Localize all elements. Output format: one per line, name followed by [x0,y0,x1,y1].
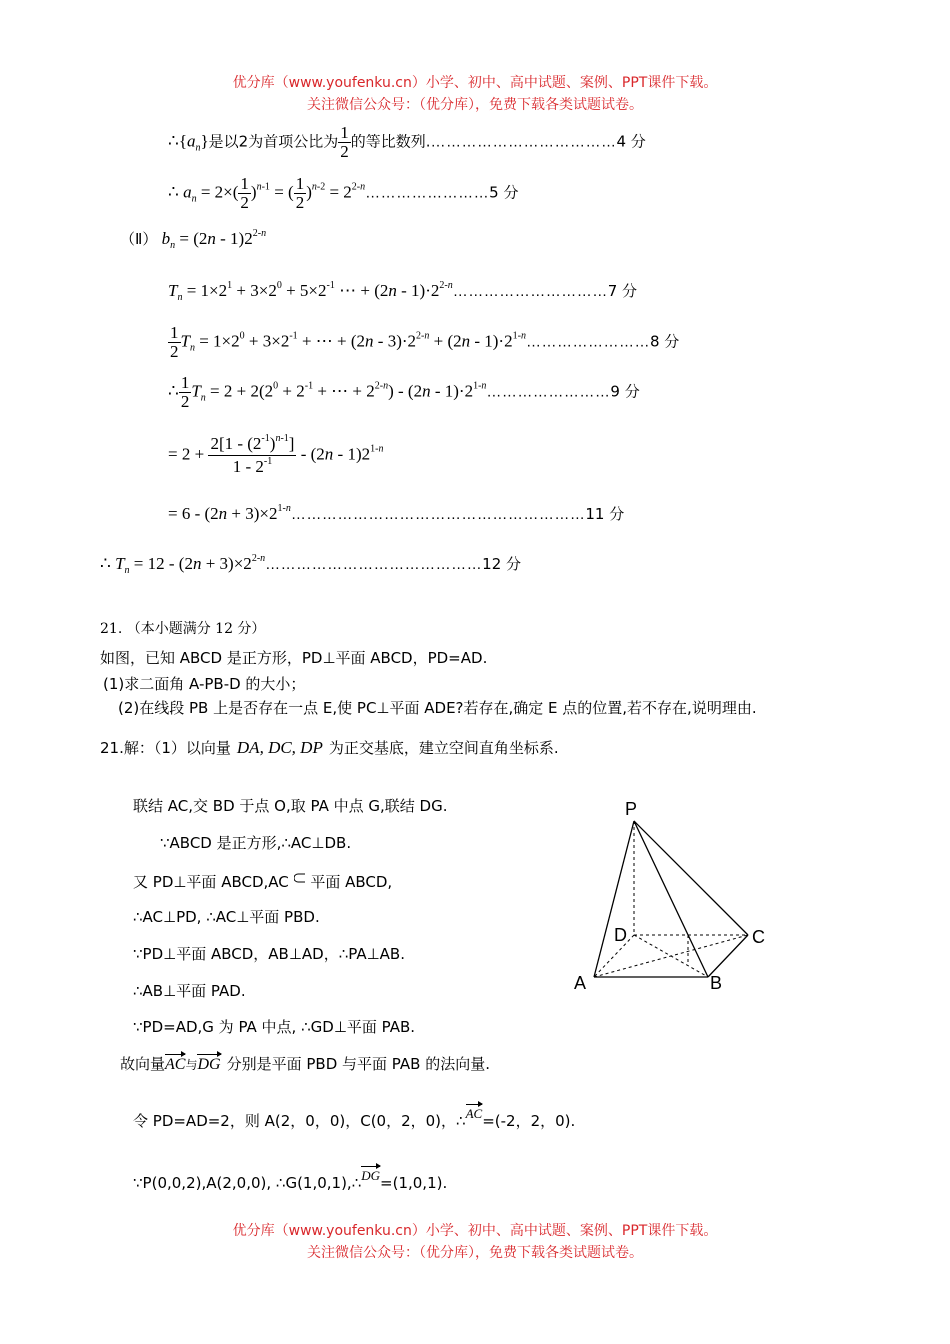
solution-step-3 [133,869,392,892]
header-line-2: 关注微信公众号：（优分库），免费下载各类试题试卷。 [307,97,643,113]
solution-step-10 [133,1168,447,1192]
step-9-a: 令 PD=AD=2，则 A(2，0，0)，C(0，2，0)，∴ [133,1112,466,1130]
edge-PC [634,821,748,935]
step-8-a: 故向量 [120,1055,166,1073]
footer-line-1: 优分库（www.youfenku.cn）小学、初中、高中试题、案例、PPT课件下载。 [232,1223,718,1239]
step-10-a: ∵P(0,0,2),A(2,0,0), ∴G(1,0,1),∴ [133,1174,362,1192]
header-line-1: 优分库（www.youfenku.cn）小学、初中、高中试题、案例、PPT课件下载。 [232,75,718,91]
geometric-text: 是以2为首项公比为 [208,132,339,151]
line-result: ∴ $T_n = 12 - (2n$ + $3)\times 2^{2-n}\dots\dots\dots\dots\dots\dots\dots\dots\dots\dots\dots\dots\dots\dots 12$ 分 [100,553,522,576]
mark-5: 5 分 [489,183,519,202]
line-tn: $T_n = 1\times 2^1 + 3\times 2^0 + 5\times 2^{-1}$ ⋯ + $(2n - 1)\cdot 2^{2-n}\dots\dots\dots\dots\dots\dots\dots\dots\dots\dots 7$ 分 [168,280,638,303]
label-B: B [710,973,723,993]
edge-BC [708,935,748,977]
label-C: C [752,927,765,947]
solution-intro-a: 21.解：（1）以向量 [100,739,231,757]
mark-7: 7 分 [607,282,638,300]
line-simplify: = $6 - (2n + 3)\times 2^{1-n}\dots\dots\dots\dots\dots\dots\dots\dots\dots\dots\dots\dots\dots\dots\dots\dots\dots\dots\dots 11$ 分 [168,503,625,523]
part-2-label: （Ⅱ） [120,230,158,248]
basis-vectors: DA, DC, DP [236,738,323,757]
step-8-b: 分别是平面 PBD 与平面 PAB 的法向量. [226,1055,490,1073]
solution-step-5: ∵PD⊥平面 ABCD，AB⊥AD，∴PA⊥AB. [133,945,405,963]
label-P: P [625,799,638,819]
geometric-tail: 的等比数列. [350,132,431,151]
mark-8: 8 分 [649,332,680,351]
line-geometric: $\therefore\{a_n\}$是以2为首项公比为 $\frac{1}{2}$ 的等比数列.………………………………4 分 [168,123,646,161]
vector-ac: AC [165,1056,186,1073]
problem-21-statement: 如图，已知 ABCD 是正方形，PD⊥平面 ABCD，PD=AD. [100,649,488,667]
line-half-tn: $\frac{1}{2}$ $T_n = 1\times 2^0 + 3\times 2^{-1}$ + ⋯ + $(2n - 3)\cdot 2^{2-n} + (2n$ - $1)\cdot 2^{1-n}\dots\dots\dots\dots\dots\dots\dots\dots 8$ 分 [170,323,680,361]
footer-line-2: 关注微信公众号：（优分库），免费下载各类试题试卷。 [307,1245,643,1261]
solution-step-2: ∵ABCD 是正方形,∴AC⊥DB. [160,834,352,852]
solution-step-6: ∴AB⊥平面 PAD. [133,982,246,1000]
line-subtract: ∴ $\frac{1}{2}$ $T_n = 2 + 2(2^0 + 2^{-1}$ + ⋯ + $2^{2-n}) - (2n$ - $1)\cdot 2^{1-n}\dots\dots\dots\dots\dots\dots\dots\dots 9$ 分 [168,373,640,411]
mark-11: 11 分 [585,505,625,523]
step-8-mid: 与 [185,1058,198,1072]
step-3-a: 又 PD⊥平面 ABCD,AC [133,873,289,891]
step-10-b: =(1,0,1). [380,1174,448,1192]
vector-ac-2: AC [465,1106,483,1121]
problem-21-q1: (1)求二面角 A-PB-D 的大小； [103,675,306,693]
vector-dg: DG [197,1056,221,1073]
step-9-b: =(-2，2，0). [482,1112,576,1130]
solution-step-9 [133,1106,575,1131]
line-bn: （Ⅱ） $b_n = (2n - 1)2^{2-n}$ [120,228,267,251]
problem-21-q2: (2)在线段 PB 上是否存在一点 E,使 PC⊥平面 ADE?若存在,确定 E 点的位置,若不存在,说明理由. [118,699,757,717]
step-3-b: 平面 ABCD, [310,873,393,891]
mark-12: 12 分 [482,555,522,573]
pyramid-figure [570,795,780,1000]
mark-4: 4 分 [616,132,646,151]
problem-21-title: 21. （本小题满分 12 分） [100,621,266,637]
subset-symbol [294,869,306,887]
solution-step-7: ∵PD=AD,G 为 PA 中点, ∴GD⊥平面 PAB. [133,1018,416,1036]
line-an: ∴ $a_n = 2\times$( $\frac{1}{2}$ )$^{n-1}$ = ( $\frac{1}{2}$ )$^{n-2} = 2^{2-n}\dots\dots\dots\dots\dots\dots\dots\dots 5$ 分 [168,174,519,212]
edge-PB [634,821,708,977]
solution-step-8 [120,1053,490,1074]
solution-intro-b: 为正交基底，建立空间直角坐标系. [328,739,559,757]
edge-PA [594,821,634,977]
footer-watermark [0,1220,950,1264]
header-watermark [0,72,950,116]
fraction-half: $\frac{1}{2}$ [340,123,349,161]
label-D: D [614,925,627,945]
line-sum-fraction: = 2 + $\frac{2[1 - (2^{-1})^{n-1}]}{1 - 2^{-1}}$ - (2n - 1)2$^{1-n}$ [168,433,384,476]
solution-step-4: ∴AC⊥PD, ∴AC⊥平面 PBD. [133,908,320,926]
vector-dg-2: DG [361,1168,381,1183]
mark-9: 9 分 [610,382,640,401]
solution-intro [100,737,559,758]
solution-step-1: 联结 AC,交 BD 于点 O,取 PA 中点 G,联结 DG. [133,797,448,815]
label-A: A [574,973,587,993]
